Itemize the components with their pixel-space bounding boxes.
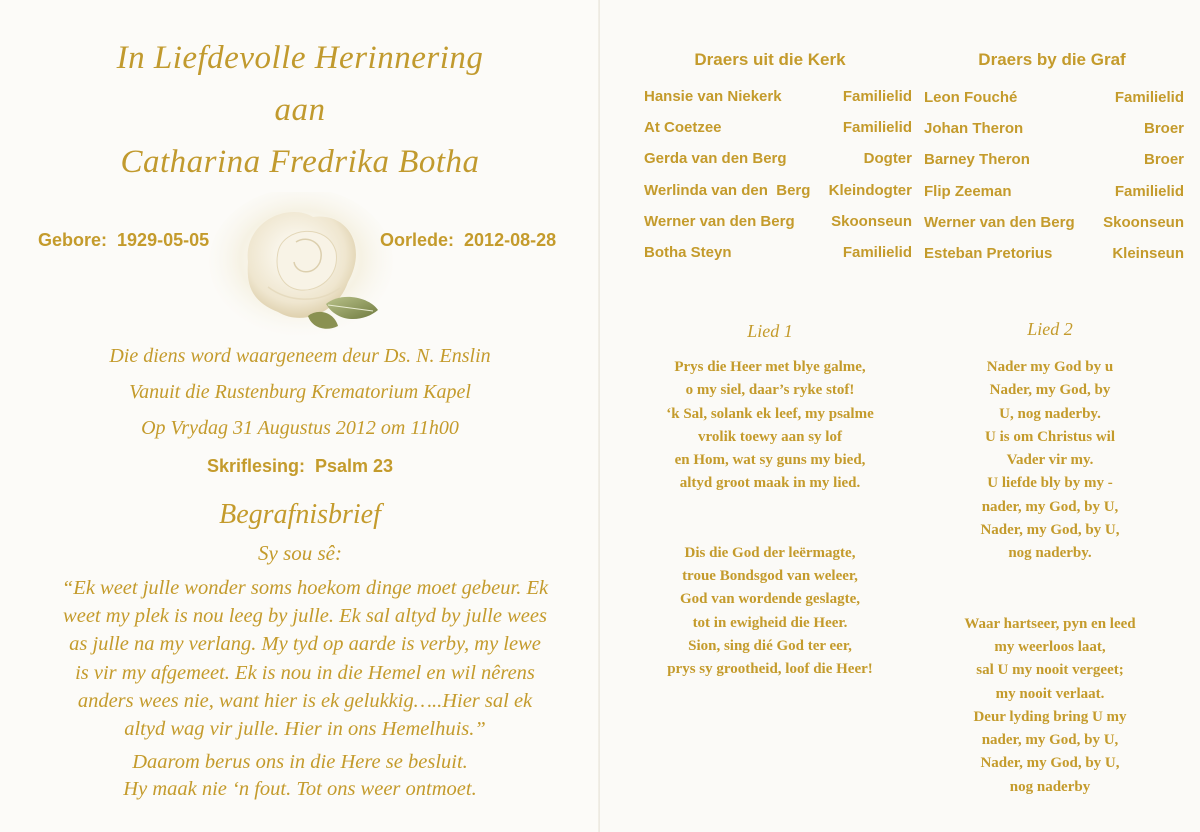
hymn-line: Nader, my God, by U, (980, 522, 1120, 539)
hymn-line: nog naderby (1009, 778, 1091, 795)
service-venue: Vanuit die Rustenburg Krematorium Kapel (129, 381, 471, 403)
letter-line: “Ek weet julle wonder soms hoekom dinge moet gebeur. Ek (61, 577, 549, 599)
list-item (924, 151, 1184, 182)
letter-intro: Sy sou sê: (258, 541, 342, 565)
bearer-relation: Familielid (1114, 182, 1184, 200)
letter-line: anders wees nie, want hier is ek gelukkig…..Hier sal ek (77, 689, 533, 712)
hymn-line: Sion, sing dié God ter eer, (688, 637, 852, 654)
memorial-title-line1: In Liefdevolle Herinnering (116, 40, 484, 76)
bearer-relation: Familielid (842, 119, 912, 137)
bearer-relation: Kleinseun (1112, 244, 1184, 262)
bearer-name: Werner van den Berg (924, 213, 1075, 231)
letter-line: altyd wag vir julle. Hier in ons Hemelhuis.” (124, 718, 486, 741)
bearer-name: Gerda van den Berg (644, 150, 787, 168)
letter-line: is vir my afgemeet. Ek is nou in die Hemel en wil nêrens (75, 661, 535, 684)
hymn2-title: Lied 2 (1027, 319, 1073, 339)
hymn-line: en Hom, wat sy guns my bied, (674, 452, 866, 469)
funeral-letter (40, 574, 570, 743)
list-item (924, 245, 1184, 276)
hymn-line: vrolik toewy aan sy lof (698, 428, 842, 445)
bearer-relation: Familielid (1114, 89, 1184, 106)
church-bearers-title: Draers uit die Kerk (694, 50, 846, 69)
hymn-line: nader, my God, by U, (981, 498, 1119, 515)
bearer-relation: Skoonseun (831, 212, 912, 230)
born-label: Gebore: (38, 230, 108, 250)
church-bearers-list (644, 88, 912, 275)
service-officiant: Die diens word waargeneem deur Ds. N. Enslin (109, 345, 491, 367)
list-item (924, 183, 1184, 214)
hymn-line: Vader vir my. (1006, 452, 1094, 469)
list-item (924, 89, 1184, 120)
died-date (380, 230, 556, 251)
hymn1-title: Lied 1 (747, 321, 793, 341)
bearer-relation: Familielid (842, 243, 912, 261)
bearer-name: Hansie van Niekerk (644, 88, 782, 105)
letter-line: weet my plek is nou leeg by julle. Ek sal altyd by julle wees (63, 605, 547, 628)
hymn-line: U is om Christus wil (984, 428, 1115, 445)
hymn1-text (620, 356, 920, 682)
hymn-line: sal U my nooit vergeet; (976, 662, 1124, 679)
bearer-name: Leon Fouché (924, 89, 1018, 106)
list-item (644, 88, 912, 119)
letter-heading: Begrafnisbrief (219, 499, 381, 530)
hymn2-verse1 (930, 356, 1170, 566)
deceased-name: Catharina Fredrika Botha (120, 144, 480, 180)
hymn-line: U, nog naderby. (999, 405, 1101, 422)
bearer-relation: Broer (1143, 120, 1184, 138)
rose-icon (208, 192, 394, 342)
hymn-line: altyd groot maak in my lied. (679, 475, 861, 492)
hymn1-verse1 (620, 356, 920, 496)
hymn-line: Dis die God der leërmagte, (684, 544, 856, 561)
scripture-label: Skriflesing: (206, 456, 305, 476)
grave-bearers-list (924, 89, 1184, 276)
bearer-name: Werner van den Berg (644, 212, 795, 230)
hymn-line: prys sy grootheid, loof die Heer! (667, 661, 873, 678)
list-item (644, 182, 912, 213)
closing-line2: Hy maak nie ‘n fout. Tot ons weer ontmoet. (123, 778, 477, 800)
hymn1-verse2 (620, 542, 920, 682)
bearer-relation: Broer (1143, 151, 1184, 169)
list-item (644, 150, 912, 181)
hymn-line: Nader, my God, by (989, 382, 1111, 399)
closing-line1: Daarom berus ons in die Here se besluit. (132, 751, 468, 773)
bearer-relation: Familielid (842, 88, 912, 105)
list-item (644, 244, 912, 275)
hymn-line: Waar hartseer, pyn en leed (964, 615, 1136, 632)
bearer-name: Esteban Pretorius (924, 244, 1053, 262)
hymn-line: my nooit verlaat. (995, 685, 1105, 702)
hymn-line: nader, my God, by U, (981, 732, 1119, 749)
born-value: 1929-05-05 (117, 230, 210, 250)
letter-closing (0, 749, 600, 803)
hymn-line: Nader, my God, by U, (980, 755, 1120, 772)
hymn-line: Prys die Heer met blye galme, (674, 359, 866, 375)
died-value: 2012-08-28 (464, 230, 557, 250)
hymn-line: nog naderby. (1008, 545, 1092, 562)
grave-bearers-title: Draers by die Graf (978, 50, 1126, 69)
hymn2-text (930, 356, 1170, 799)
list-item (644, 213, 912, 244)
memorial-title-line2: aan (274, 92, 326, 128)
born-date (38, 230, 209, 251)
bearer-relation: Kleindogter (828, 181, 912, 199)
bearer-relation: Dogter (863, 150, 912, 168)
list-item (924, 120, 1184, 151)
list-item (924, 214, 1184, 245)
bearer-name: Barney Theron (924, 151, 1030, 169)
bearer-relation: Skoonseun (1103, 213, 1184, 231)
hymn-line: my weerloos laat, (994, 638, 1106, 655)
letter-line: as julle na my verlang. My tyd op aarde is verby, my lewe (69, 633, 541, 656)
hymn-line: Deur lyding bring U my (973, 708, 1127, 725)
hymn-line: Nader my God by u (986, 359, 1114, 375)
hymn-line: ‘k Sal, solank ek leef, my psalme (666, 405, 874, 422)
bearer-name: Flip Zeeman (924, 182, 1012, 200)
bearer-name: At Coetzee (644, 119, 722, 137)
hymn-line: tot in ewigheid die Heer. (692, 614, 848, 631)
scripture-reading (0, 456, 600, 477)
list-item (644, 119, 912, 150)
bearer-name: Werlinda van den Berg (644, 181, 811, 199)
bearer-name: Botha Steyn (644, 243, 732, 261)
service-datetime: Op Vrydag 31 Augustus 2012 om 11h00 (141, 417, 459, 439)
hymn-line: troue Bondsgod van weleer, (682, 568, 858, 585)
died-label: Oorlede: (380, 230, 455, 250)
hymn-line: God van wordende geslagte, (680, 591, 860, 608)
scripture-value: Psalm 23 (314, 456, 394, 476)
hymn2-verse2 (930, 613, 1170, 799)
hymn-line: o my siel, daar’s ryke stof! (685, 382, 855, 399)
bearer-name: Johan Theron (924, 120, 1024, 138)
memorial-right-page (600, 0, 1200, 832)
hymn-line: U liefde bly by my - (987, 475, 1113, 492)
